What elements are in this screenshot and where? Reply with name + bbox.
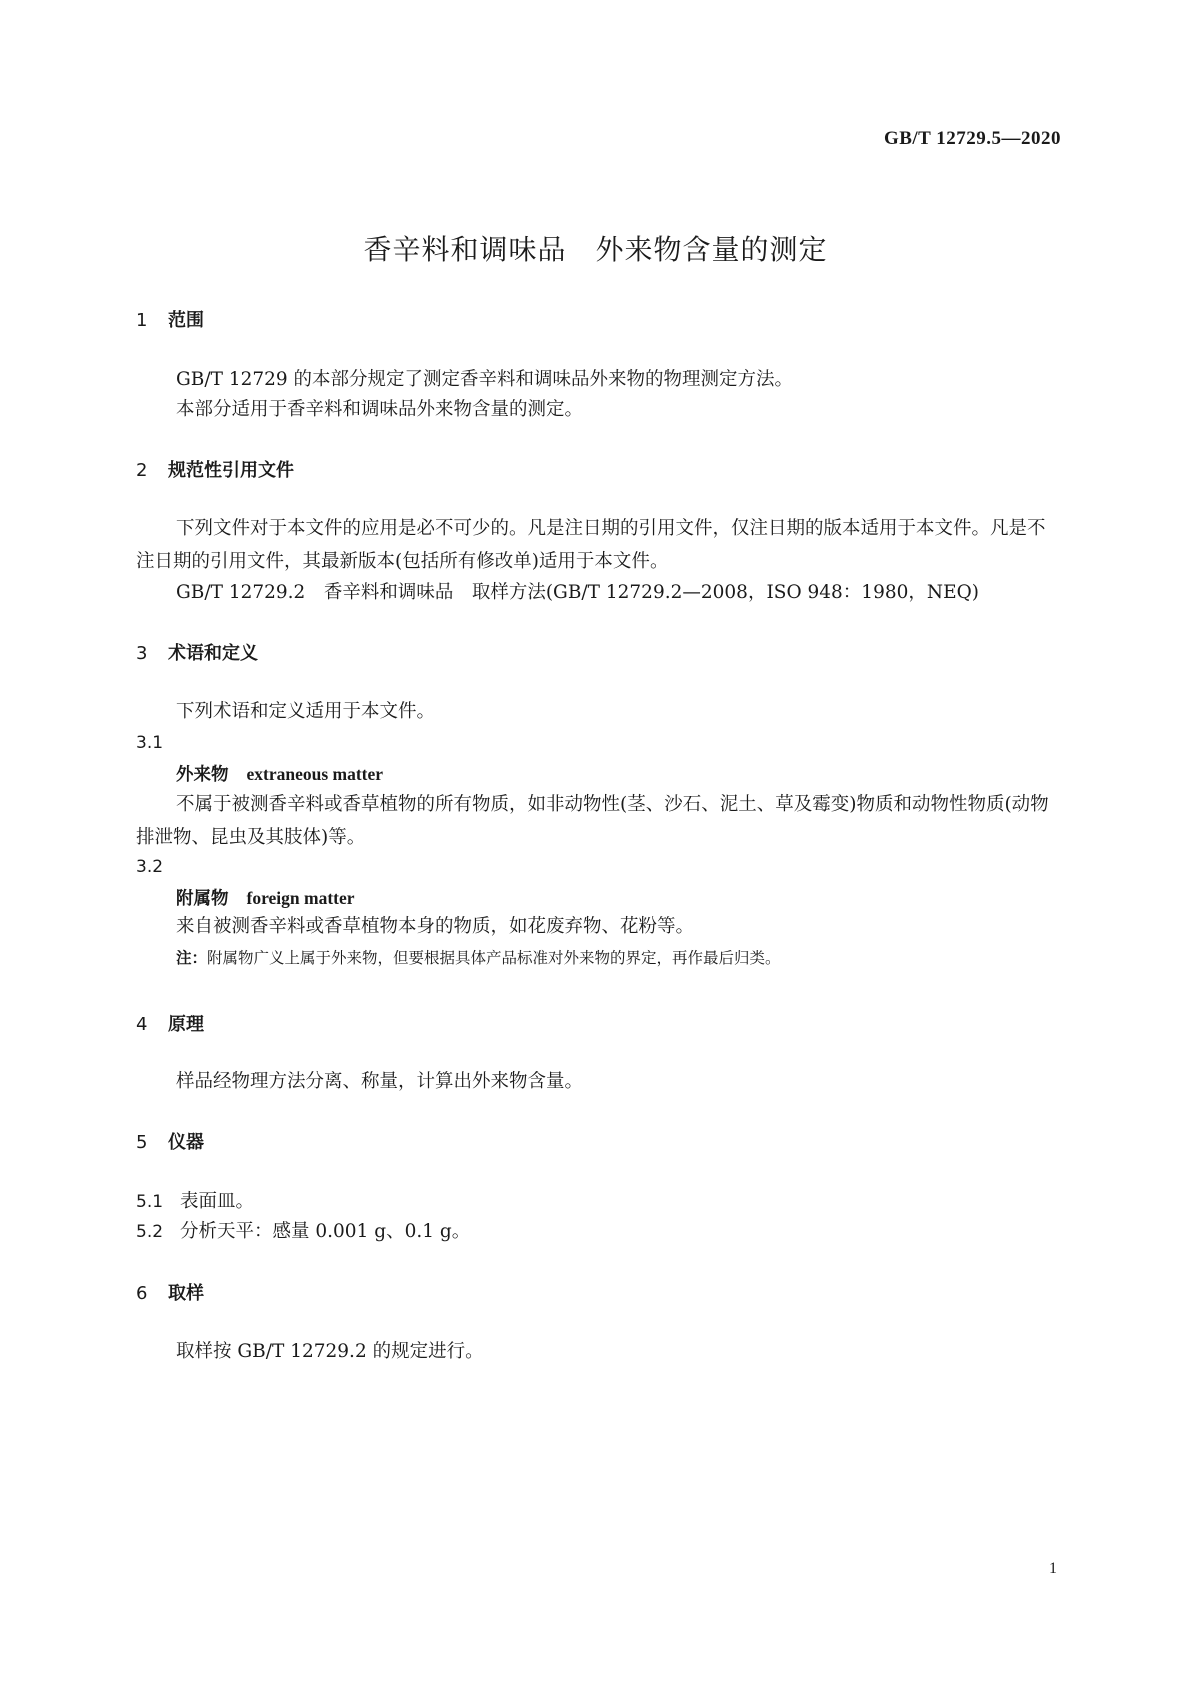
section-3-intro: 下列术语和定义适用于本文件。 (176, 701, 436, 722)
section-1-heading (136, 306, 204, 332)
term-chinese: 附属物 (176, 889, 229, 909)
standard-number: GB/T 12729.5—2020 (883, 128, 1061, 149)
section-number: 1 (136, 310, 148, 331)
section-2-heading (136, 456, 294, 482)
clause-number: 5.2 (136, 1222, 164, 1242)
section-2-paragraph-1: 下列文件对于本文件的应用是必不可少的。凡是注日期的引用文件，仅注日期的版本适用于本文件。凡是不注日期的引用文件，其最新版本(包括所有修改单)适用于本文件。 (136, 518, 1046, 572)
note-label: 注： (176, 949, 208, 967)
clause-text: 分析天平：感量 0.001 g、0.1 g。 (180, 1221, 471, 1242)
apparatus-item (136, 1187, 254, 1213)
section-3-heading (136, 639, 258, 665)
apparatus-item (136, 1217, 470, 1243)
section-number: 3 (136, 643, 148, 664)
note-text: 附属物广义上属于外来物，但要根据具体产品标准对外来物的界定，再作最后归类。 (207, 949, 781, 967)
section-1-paragraph-1: GB/T 12729 的本部分规定了测定香辛料和调味品外来物的物理测定方法。 (176, 369, 794, 390)
section-5-heading (136, 1128, 204, 1154)
section-title: 取样 (168, 1283, 204, 1304)
section-6-heading (136, 1279, 204, 1305)
section-4-paragraph-1: 样品经物理方法分离、称量，计算出外来物含量。 (176, 1071, 584, 1092)
section-1-paragraph-2: 本部分适用于香辛料和调味品外来物含量的测定。 (176, 399, 584, 420)
page-number: 1 (1049, 1560, 1057, 1577)
term-note (176, 946, 781, 968)
term-entry (176, 885, 355, 910)
section-4-heading (136, 1010, 204, 1036)
clause-text: 表面皿。 (180, 1191, 255, 1212)
document-title: 香辛料和调味品 外来物含量的测定 (363, 233, 828, 266)
term-entry (176, 761, 383, 786)
section-title: 仪器 (168, 1132, 204, 1153)
term-definition: 不属于被测香辛料或香草植物的所有物质，如非动物性(茎、沙石、泥土、草及霉变)物质和动物性物质(动物排泄物、昆虫及其肢体)等。 (136, 794, 1049, 848)
term-english: foreign matter (246, 888, 355, 908)
term-number: 3.2 (136, 857, 164, 877)
section-number: 6 (136, 1283, 148, 1304)
section-number: 4 (136, 1014, 148, 1035)
section-6-paragraph-1: 取样按 GB/T 12729.2 的规定进行。 (176, 1341, 484, 1362)
clause-number: 5.1 (136, 1192, 164, 1212)
section-title: 规范性引用文件 (168, 460, 294, 481)
term-number: 3.1 (136, 733, 164, 753)
section-title: 范围 (168, 310, 204, 331)
section-number: 2 (136, 460, 148, 481)
section-title: 术语和定义 (168, 643, 258, 664)
term-definition: 来自被测香辛料或香草植物本身的物质，如花废弃物、花粉等。 (176, 916, 695, 937)
normative-reference: GB/T 12729.2 香辛料和调味品 取样方法(GB/T 12729.2—2008，ISO 948：1980，NEQ) (176, 582, 979, 603)
section-number: 5 (136, 1132, 148, 1153)
term-english: extraneous matter (246, 764, 384, 784)
term-chinese: 外来物 (176, 765, 229, 785)
section-title: 原理 (168, 1014, 204, 1035)
